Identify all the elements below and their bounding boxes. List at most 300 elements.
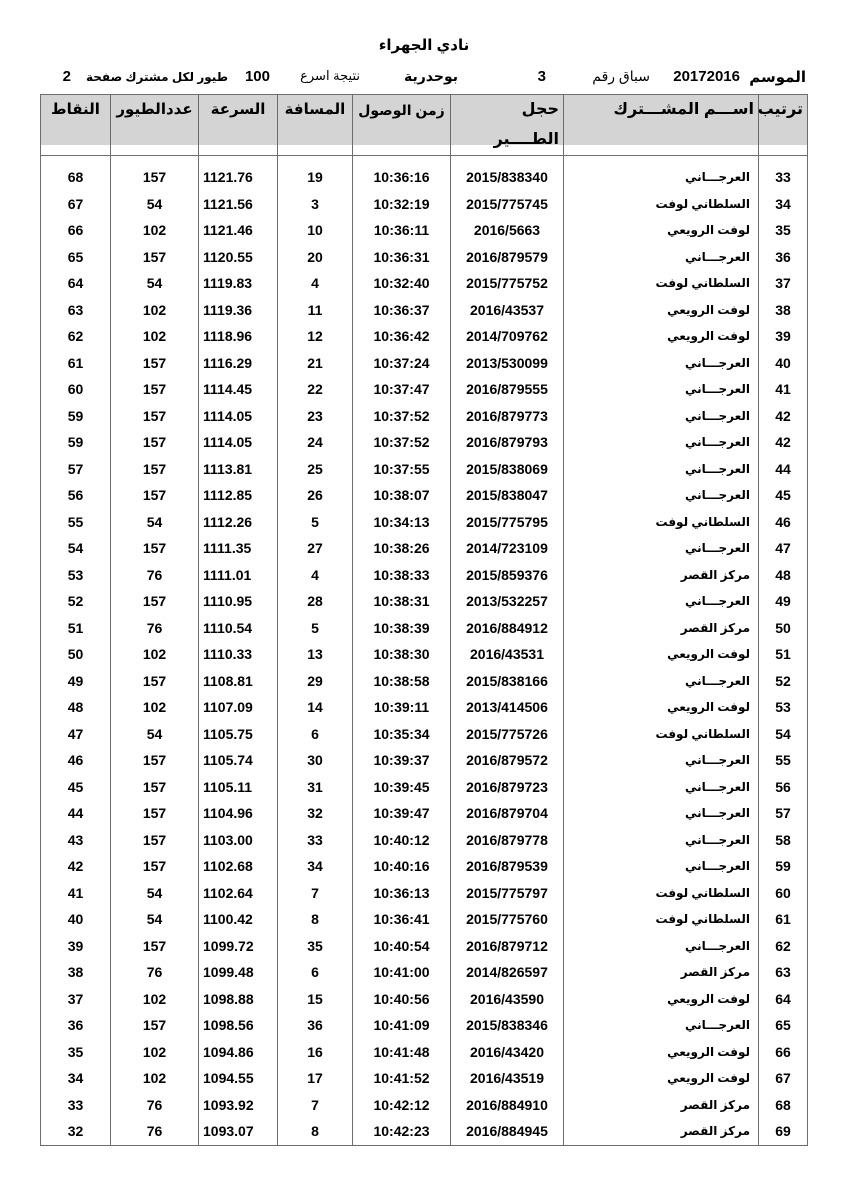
ring-cell: 2015/775752 [451, 270, 564, 297]
speed-cell: 1098.56 [199, 1012, 278, 1039]
table-row [41, 827, 808, 854]
ring-cell: 2015/838340 [451, 164, 564, 191]
participant-cell: السلطاني لوفت [564, 906, 759, 933]
participant-cell: العرجـــاني [564, 164, 759, 191]
participant-cell: العرجـــاني [564, 800, 759, 827]
table-row [41, 191, 808, 218]
speed-cell: 1111.35 [199, 535, 278, 562]
distance-cell: 29 [278, 668, 353, 695]
table-spacer-row [41, 156, 808, 165]
rank-cell: 35 [759, 217, 808, 244]
birds-count-cell: 157 [111, 350, 199, 377]
table-row [41, 800, 808, 827]
participant-cell: لوفت الرويعي [564, 694, 759, 721]
speed-cell: 1114.45 [199, 376, 278, 403]
results-table [40, 94, 808, 1146]
table-header-row [41, 95, 808, 156]
table-row [41, 456, 808, 483]
distance-cell: 35 [278, 933, 353, 960]
race-type: بوحدرية [403, 68, 458, 84]
page-number: 2 [62, 68, 71, 85]
table-row [41, 986, 808, 1013]
table-row [41, 1118, 808, 1145]
birds-count-cell: 157 [111, 376, 199, 403]
points-cell: 59 [41, 403, 111, 430]
distance-cell: 34 [278, 853, 353, 880]
arrival-time-cell: 10:36:11 [353, 217, 451, 244]
table-row [41, 588, 808, 615]
distance-cell: 19 [278, 164, 353, 191]
speed-cell: 1110.95 [199, 588, 278, 615]
arrival-time-cell: 10:38:30 [353, 641, 451, 668]
table-row [41, 694, 808, 721]
speed-cell: 1093.92 [199, 1092, 278, 1119]
ring-cell: 2015/838047 [451, 482, 564, 509]
participant-cell: لوفت الرويعي [564, 1039, 759, 1066]
season-label: الموسم [749, 69, 806, 86]
distance-cell: 27 [278, 535, 353, 562]
birds-count-cell: 54 [111, 721, 199, 748]
points-cell: 63 [41, 297, 111, 324]
rank-cell: 37 [759, 270, 808, 297]
ring-cell: 2016/884945 [451, 1118, 564, 1145]
ring-cell: 2016/43420 [451, 1039, 564, 1066]
speed-cell: 1093.07 [199, 1118, 278, 1145]
arrival-time-cell: 10:40:56 [353, 986, 451, 1013]
points-cell: 38 [41, 959, 111, 986]
ring-cell: 2016/884910 [451, 1092, 564, 1119]
ring-cell: 2016/879793 [451, 429, 564, 456]
table-row [41, 164, 808, 191]
ring-cell: 2016/43537 [451, 297, 564, 324]
arrival-time-cell: 10:37:52 [353, 429, 451, 456]
birds-count-cell: 76 [111, 615, 199, 642]
birds-count-cell: 157 [111, 244, 199, 271]
rank-cell: 65 [759, 1012, 808, 1039]
result-count: 100 [244, 68, 270, 85]
birds-count-cell: 157 [111, 403, 199, 430]
distance-cell: 7 [278, 1092, 353, 1119]
speed-cell: 1120.55 [199, 244, 278, 271]
birds-count-cell: 76 [111, 1092, 199, 1119]
participant-cell: العرجـــاني [564, 429, 759, 456]
table-row [41, 641, 808, 668]
birds-count-cell: 54 [111, 191, 199, 218]
distance-cell: 23 [278, 403, 353, 430]
arrival-time-cell: 10:38:39 [353, 615, 451, 642]
rank-cell: 54 [759, 721, 808, 748]
distance-cell: 15 [278, 986, 353, 1013]
speed-cell: 1119.36 [199, 297, 278, 324]
participant-cell: لوفت الرويعي [564, 297, 759, 324]
birds-count-cell: 157 [111, 482, 199, 509]
distance-cell: 7 [278, 880, 353, 907]
speed-cell: 1105.74 [199, 747, 278, 774]
participant-cell: السلطاني لوفت [564, 191, 759, 218]
participant-cell: العرجـــاني [564, 482, 759, 509]
participant-cell: العرجـــاني [564, 774, 759, 801]
table-row [41, 562, 808, 589]
table-row [41, 1012, 808, 1039]
arrival-time-cell: 10:41:48 [353, 1039, 451, 1066]
season-value: 20172016 [673, 68, 740, 85]
points-cell: 39 [41, 933, 111, 960]
distance-cell: 12 [278, 323, 353, 350]
table-row [41, 297, 808, 324]
ring-cell: 2015/838069 [451, 456, 564, 483]
table-row [41, 217, 808, 244]
distance-cell: 25 [278, 456, 353, 483]
table-row [41, 509, 808, 536]
participant-cell: مركز القصر [564, 615, 759, 642]
arrival-time-cell: 10:37:52 [353, 403, 451, 430]
participant-cell: السلطاني لوفت [564, 880, 759, 907]
table-row [41, 1039, 808, 1066]
birds-count-cell: 157 [111, 853, 199, 880]
points-cell: 41 [41, 880, 111, 907]
table-row [41, 1065, 808, 1092]
participant-cell: العرجـــاني [564, 747, 759, 774]
birds-count-cell: 54 [111, 880, 199, 907]
ring-cell: 2015/775745 [451, 191, 564, 218]
rank-cell: 52 [759, 668, 808, 695]
points-cell: 44 [41, 800, 111, 827]
table-body [41, 156, 808, 1146]
arrival-time-cell: 10:40:12 [353, 827, 451, 854]
rank-cell: 55 [759, 747, 808, 774]
arrival-time-cell: 10:38:26 [353, 535, 451, 562]
speed-cell: 1116.29 [199, 350, 278, 377]
speed-cell: 1118.96 [199, 323, 278, 350]
participant-cell: لوفت الرويعي [564, 986, 759, 1013]
col-header-ring: حجل الطــــير [451, 95, 564, 156]
arrival-time-cell: 10:40:54 [353, 933, 451, 960]
speed-cell: 1094.86 [199, 1039, 278, 1066]
points-cell: 46 [41, 747, 111, 774]
speed-cell: 1112.26 [199, 509, 278, 536]
ring-cell: 2014/709762 [451, 323, 564, 350]
ring-cell: 2016/879539 [451, 853, 564, 880]
arrival-time-cell: 10:36:42 [353, 323, 451, 350]
points-cell: 32 [41, 1118, 111, 1145]
points-cell: 40 [41, 906, 111, 933]
participant-cell: مركز القصر [564, 1092, 759, 1119]
results-table-wrapper [40, 94, 807, 1140]
rank-cell: 50 [759, 615, 808, 642]
birds-count-cell: 157 [111, 668, 199, 695]
table-row [41, 535, 808, 562]
distance-cell: 36 [278, 1012, 353, 1039]
points-cell: 50 [41, 641, 111, 668]
points-cell: 66 [41, 217, 111, 244]
participant-cell: العرجـــاني [564, 933, 759, 960]
points-cell: 67 [41, 191, 111, 218]
rank-cell: 62 [759, 933, 808, 960]
points-cell: 55 [41, 509, 111, 536]
rank-cell: 69 [759, 1118, 808, 1145]
points-cell: 57 [41, 456, 111, 483]
birds-count-cell: 157 [111, 774, 199, 801]
distance-cell: 32 [278, 800, 353, 827]
speed-cell: 1098.88 [199, 986, 278, 1013]
ring-cell: 2015/838346 [451, 1012, 564, 1039]
distance-cell: 30 [278, 747, 353, 774]
ring-cell: 2016/884912 [451, 615, 564, 642]
speed-cell: 1110.33 [199, 641, 278, 668]
rank-cell: 39 [759, 323, 808, 350]
rank-cell: 38 [759, 297, 808, 324]
birds-count-cell: 157 [111, 535, 199, 562]
rank-cell: 67 [759, 1065, 808, 1092]
table-row [41, 933, 808, 960]
arrival-time-cell: 10:32:40 [353, 270, 451, 297]
birds-count-cell: 54 [111, 906, 199, 933]
speed-cell: 1114.05 [199, 403, 278, 430]
points-cell: 47 [41, 721, 111, 748]
birds-count-cell: 157 [111, 164, 199, 191]
ring-cell: 2014/723109 [451, 535, 564, 562]
participant-cell: العرجـــاني [564, 668, 759, 695]
points-cell: 65 [41, 244, 111, 271]
ring-cell: 2015/838166 [451, 668, 564, 695]
rank-cell: 46 [759, 509, 808, 536]
rank-cell: 47 [759, 535, 808, 562]
arrival-time-cell: 10:39:37 [353, 747, 451, 774]
speed-cell: 1119.83 [199, 270, 278, 297]
distance-cell: 13 [278, 641, 353, 668]
birds-count-cell: 157 [111, 747, 199, 774]
ring-cell: 2016/43519 [451, 1065, 564, 1092]
points-cell: 60 [41, 376, 111, 403]
ring-cell: 2015/775797 [451, 880, 564, 907]
participant-cell: لوفت الرويعي [564, 1065, 759, 1092]
participant-cell: السلطاني لوفت [564, 721, 759, 748]
distance-cell: 26 [278, 482, 353, 509]
race-label: سباق رقم [592, 68, 650, 84]
rank-cell: 56 [759, 774, 808, 801]
birds-per-page-label: طيور لكل مشترك صفحة [86, 70, 228, 84]
arrival-time-cell: 10:37:55 [353, 456, 451, 483]
speed-cell: 1105.11 [199, 774, 278, 801]
birds-count-cell: 102 [111, 986, 199, 1013]
rank-cell: 60 [759, 880, 808, 907]
arrival-time-cell: 10:39:11 [353, 694, 451, 721]
table-row [41, 906, 808, 933]
birds-count-cell: 157 [111, 933, 199, 960]
ring-cell: 2015/775795 [451, 509, 564, 536]
distance-cell: 24 [278, 429, 353, 456]
distance-cell: 21 [278, 350, 353, 377]
distance-cell: 31 [278, 774, 353, 801]
table-row [41, 668, 808, 695]
ring-cell: 2016/43531 [451, 641, 564, 668]
col-header-distance: المسافة [278, 95, 353, 156]
rank-cell: 34 [759, 191, 808, 218]
rank-cell: 40 [759, 350, 808, 377]
birds-count-cell: 102 [111, 694, 199, 721]
birds-count-cell: 54 [111, 509, 199, 536]
speed-cell: 1103.00 [199, 827, 278, 854]
table-row [41, 880, 808, 907]
arrival-time-cell: 10:37:24 [353, 350, 451, 377]
arrival-time-cell: 10:39:47 [353, 800, 451, 827]
table-row [41, 774, 808, 801]
birds-count-cell: 157 [111, 588, 199, 615]
table-row [41, 1092, 808, 1119]
ring-cell: 2016/879712 [451, 933, 564, 960]
arrival-time-cell: 10:37:47 [353, 376, 451, 403]
arrival-time-cell: 10:34:13 [353, 509, 451, 536]
race-info-line [0, 68, 848, 88]
ring-cell: 2016/879778 [451, 827, 564, 854]
participant-cell: العرجـــاني [564, 456, 759, 483]
birds-count-cell: 102 [111, 297, 199, 324]
table-row [41, 482, 808, 509]
participant-cell: مركز القصر [564, 959, 759, 986]
birds-count-cell: 54 [111, 270, 199, 297]
points-cell: 61 [41, 350, 111, 377]
ring-cell: 2015/859376 [451, 562, 564, 589]
rank-cell: 44 [759, 456, 808, 483]
speed-cell: 1104.96 [199, 800, 278, 827]
points-cell: 36 [41, 1012, 111, 1039]
arrival-time-cell: 10:36:37 [353, 297, 451, 324]
col-header-birds-count: عددالطيور [111, 95, 199, 156]
table-row [41, 429, 808, 456]
participant-cell: مركز القصر [564, 562, 759, 589]
arrival-time-cell: 10:36:13 [353, 880, 451, 907]
birds-count-cell: 157 [111, 429, 199, 456]
rank-cell: 36 [759, 244, 808, 271]
speed-cell: 1112.85 [199, 482, 278, 509]
col-header-participant: اســـم المشـــترك [564, 95, 759, 156]
distance-cell: 10 [278, 217, 353, 244]
participant-cell: العرجـــاني [564, 244, 759, 271]
participant-cell: العرجـــاني [564, 376, 759, 403]
speed-cell: 1110.54 [199, 615, 278, 642]
rank-cell: 63 [759, 959, 808, 986]
distance-cell: 5 [278, 509, 353, 536]
ring-cell: 2016/879572 [451, 747, 564, 774]
distance-cell: 3 [278, 191, 353, 218]
rank-cell: 68 [759, 1092, 808, 1119]
speed-cell: 1107.09 [199, 694, 278, 721]
ring-cell: 2015/775726 [451, 721, 564, 748]
distance-cell: 4 [278, 270, 353, 297]
arrival-time-cell: 10:38:33 [353, 562, 451, 589]
speed-cell: 1108.81 [199, 668, 278, 695]
table-row [41, 376, 808, 403]
arrival-time-cell: 10:35:34 [353, 721, 451, 748]
speed-cell: 1099.48 [199, 959, 278, 986]
birds-count-cell: 102 [111, 323, 199, 350]
points-cell: 68 [41, 164, 111, 191]
birds-count-cell: 76 [111, 959, 199, 986]
col-header-points: النقاط [41, 95, 111, 156]
ring-cell: 2015/775760 [451, 906, 564, 933]
speed-cell: 1114.05 [199, 429, 278, 456]
ring-cell: 2016/5663 [451, 217, 564, 244]
distance-cell: 20 [278, 244, 353, 271]
points-cell: 33 [41, 1092, 111, 1119]
table-row [41, 747, 808, 774]
col-header-rank: ترتيب [759, 95, 808, 156]
birds-count-cell: 157 [111, 1012, 199, 1039]
arrival-time-cell: 10:41:09 [353, 1012, 451, 1039]
distance-cell: 6 [278, 959, 353, 986]
rank-cell: 42 [759, 403, 808, 430]
birds-count-cell: 157 [111, 800, 199, 827]
birds-count-cell: 102 [111, 641, 199, 668]
rank-cell: 33 [759, 164, 808, 191]
ring-cell: 2016/879773 [451, 403, 564, 430]
rank-cell: 64 [759, 986, 808, 1013]
table-row [41, 403, 808, 430]
speed-cell: 1113.81 [199, 456, 278, 483]
birds-count-cell: 102 [111, 1039, 199, 1066]
points-cell: 45 [41, 774, 111, 801]
rank-cell: 59 [759, 853, 808, 880]
race-number: 3 [537, 68, 546, 85]
speed-cell: 1121.76 [199, 164, 278, 191]
birds-count-cell: 157 [111, 456, 199, 483]
table-row [41, 615, 808, 642]
distance-cell: 14 [278, 694, 353, 721]
ring-cell: 2016/879579 [451, 244, 564, 271]
rank-cell: 45 [759, 482, 808, 509]
distance-cell: 33 [278, 827, 353, 854]
participant-cell: لوفت الرويعي [564, 641, 759, 668]
ring-cell: 2013/530099 [451, 350, 564, 377]
participant-cell: لوفت الرويعي [564, 217, 759, 244]
birds-count-cell: 76 [111, 1118, 199, 1145]
participant-cell: مركز القصر [564, 1118, 759, 1145]
speed-cell: 1121.46 [199, 217, 278, 244]
arrival-time-cell: 10:42:23 [353, 1118, 451, 1145]
participant-cell: العرجـــاني [564, 853, 759, 880]
ring-cell: 2016/43590 [451, 986, 564, 1013]
table-row [41, 270, 808, 297]
points-cell: 62 [41, 323, 111, 350]
col-header-arrival-time: زمن الوصول [353, 95, 451, 156]
arrival-time-cell: 10:38:58 [353, 668, 451, 695]
speed-cell: 1099.72 [199, 933, 278, 960]
ring-cell: 2016/879704 [451, 800, 564, 827]
table-row [41, 853, 808, 880]
ring-cell: 2013/532257 [451, 588, 564, 615]
points-cell: 51 [41, 615, 111, 642]
birds-count-cell: 102 [111, 217, 199, 244]
table-row [41, 323, 808, 350]
ring-cell: 2016/879723 [451, 774, 564, 801]
arrival-time-cell: 10:36:41 [353, 906, 451, 933]
participant-cell: العرجـــاني [564, 403, 759, 430]
points-cell: 43 [41, 827, 111, 854]
points-cell: 59 [41, 429, 111, 456]
rank-cell: 61 [759, 906, 808, 933]
arrival-time-cell: 10:41:52 [353, 1065, 451, 1092]
distance-cell: 11 [278, 297, 353, 324]
rank-cell: 41 [759, 376, 808, 403]
rank-cell: 57 [759, 800, 808, 827]
points-cell: 37 [41, 986, 111, 1013]
rank-cell: 66 [759, 1039, 808, 1066]
arrival-time-cell: 10:38:31 [353, 588, 451, 615]
club-title: نادي الجهراء [378, 37, 470, 54]
rank-cell: 51 [759, 641, 808, 668]
distance-cell: 17 [278, 1065, 353, 1092]
distance-cell: 16 [278, 1039, 353, 1066]
